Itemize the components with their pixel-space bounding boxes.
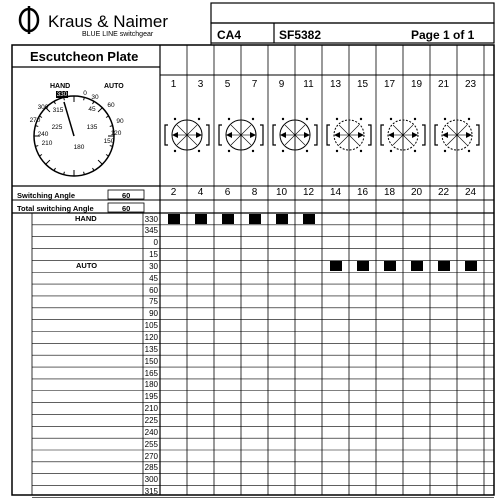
cam-segment-line — [187, 135, 197, 145]
dial-number: 30 — [91, 94, 99, 101]
terminal-dot — [468, 150, 470, 152]
terminal-dot — [174, 150, 176, 152]
terminal-dot — [444, 150, 446, 152]
cam-segment-line — [231, 125, 241, 135]
terminal-bracket-icon — [165, 125, 168, 145]
brand-name: Kraus & Naimer — [48, 12, 168, 31]
contact-closed-mark — [168, 214, 180, 224]
terminal-bracket-icon — [206, 125, 209, 145]
dial-tick — [93, 101, 95, 104]
terminal-dot — [468, 118, 470, 120]
cam-segment-line — [403, 125, 413, 135]
dial-number: 90 — [116, 118, 124, 125]
dial-number: 0 — [83, 90, 87, 97]
cam-segment-line — [241, 125, 251, 135]
position-angle: 15 — [149, 250, 158, 260]
dial-number: 240 — [37, 131, 49, 138]
position-angle: 285 — [144, 463, 158, 473]
terminal-dot — [282, 118, 284, 120]
contact-number: 2 — [170, 187, 177, 198]
terminal-dot — [444, 118, 446, 120]
dial-tick — [46, 160, 50, 164]
dial-number: 180 — [73, 144, 85, 151]
dial-number: 270 — [29, 117, 41, 124]
terminal-bracket-icon — [435, 125, 438, 145]
terminal-dot — [252, 118, 254, 120]
terminal-dot — [282, 150, 284, 152]
contact-number: 23 — [464, 79, 477, 90]
program-code: SF5382 — [279, 28, 322, 42]
escutcheon-title: Escutcheon Plate — [30, 49, 139, 64]
terminal-dot — [198, 150, 200, 152]
contact-number: 20 — [410, 187, 423, 198]
cam-segment-line — [393, 125, 403, 135]
position-label: HAND — [75, 214, 97, 223]
cam-segment-line — [187, 125, 197, 135]
total-switching-angle-label: Total switching Angle — [17, 204, 94, 213]
terminal-dot — [228, 118, 230, 120]
position-angle: 195 — [144, 392, 158, 402]
contact-number: 15 — [356, 79, 369, 90]
contact-number: 19 — [410, 79, 423, 90]
terminal-dot — [414, 118, 416, 120]
cam-segment-line — [349, 125, 359, 135]
page-indicator: Page 1 of 1 — [411, 28, 475, 42]
contact-closed-mark — [438, 261, 450, 271]
position-angle: 135 — [144, 344, 158, 354]
contact-number: 3 — [197, 79, 204, 90]
cam-segment-line — [339, 135, 349, 145]
terminal-bracket-icon — [422, 125, 425, 145]
dial-tick — [54, 168, 56, 171]
contact-number: 18 — [383, 187, 396, 198]
dial-number: 150 — [103, 138, 115, 145]
cam-segment-line — [285, 135, 295, 145]
terminal-dot — [306, 150, 308, 152]
position-label: AUTO — [76, 261, 98, 271]
cam-segment-line — [447, 125, 457, 135]
position-angle: 300 — [144, 475, 158, 485]
dial-hand-label: HAND — [50, 83, 71, 90]
contact-number: 4 — [197, 187, 204, 198]
switching-angle-label: Switching Angle — [17, 191, 76, 200]
terminal-dot — [228, 150, 230, 152]
terminal-bracket-icon — [260, 125, 263, 145]
contact-number: 16 — [356, 187, 369, 198]
dial-number: 225 — [51, 124, 63, 131]
terminal-dot — [360, 118, 362, 120]
dial-number: 300 — [37, 104, 49, 111]
position-angle: 330 — [144, 214, 158, 224]
cam-segment-line — [393, 135, 403, 145]
contact-number: 9 — [278, 79, 285, 90]
contact-closed-mark — [195, 214, 207, 224]
contact-number: 21 — [437, 79, 450, 90]
terminal-bracket-icon — [314, 125, 317, 145]
position-angle: 150 — [144, 356, 158, 366]
terminal-bracket-icon — [368, 125, 371, 145]
contact-number: 14 — [329, 187, 342, 198]
contact-closed-mark — [276, 214, 288, 224]
position-angle: 180 — [144, 380, 158, 390]
dial-number: 120 — [110, 130, 122, 137]
contact-number: 5 — [224, 79, 231, 90]
terminal-bracket-icon — [327, 125, 330, 145]
cam-segment-line — [285, 125, 295, 135]
model-code: CA4 — [217, 28, 242, 42]
position-angle: 90 — [149, 309, 158, 319]
contact-number: 8 — [251, 187, 258, 198]
cam-segment-line — [457, 135, 467, 145]
contact-number: 13 — [329, 79, 342, 90]
position-angle: 0 — [153, 238, 158, 248]
contact-number: 17 — [383, 79, 396, 90]
terminal-dot — [252, 150, 254, 152]
dial-tick — [106, 116, 109, 118]
contact-diagrams — [160, 95, 495, 185]
cam-segment-line — [177, 125, 187, 135]
terminal-bracket-icon — [273, 125, 276, 145]
cam-segment-line — [457, 125, 467, 135]
dial-tick — [39, 155, 42, 157]
position-angle: 240 — [144, 427, 158, 437]
dial-number: 135 — [86, 124, 98, 131]
contact-number: 6 — [224, 187, 231, 198]
brand-tagline: BLUE LINE switchgear — [82, 31, 154, 38]
position-angle: 75 — [149, 297, 158, 307]
dial-tick — [106, 155, 109, 157]
position-angle: 105 — [144, 321, 158, 331]
position-angle: 210 — [144, 404, 158, 414]
dial-tick — [98, 160, 102, 164]
contact-closed-mark — [249, 214, 261, 224]
contact-closed-mark — [222, 214, 234, 224]
cam-segment-line — [295, 125, 305, 135]
terminal-dot — [336, 150, 338, 152]
dial-tick — [54, 101, 56, 104]
terminal-dot — [306, 118, 308, 120]
position-angle: 120 — [144, 333, 158, 342]
contact-number: 1 — [170, 79, 177, 90]
dial-tick — [93, 168, 95, 171]
terminal-dot — [414, 150, 416, 152]
contact-number: 12 — [302, 187, 315, 198]
position-angle: 270 — [144, 451, 158, 461]
contact-closed-mark — [357, 261, 369, 271]
switching-angle-value: 60 — [122, 191, 131, 200]
cam-segment-line — [339, 125, 349, 135]
position-angle: 345 — [144, 226, 158, 236]
position-angle: 45 — [149, 273, 158, 283]
dial-number: 330 — [56, 91, 68, 98]
position-angle: 255 — [144, 439, 158, 449]
terminal-dot — [336, 118, 338, 120]
total-switching-angle-value: 60 — [122, 204, 131, 213]
terminal-bracket-icon — [476, 125, 479, 145]
cam-segment-line — [295, 135, 305, 145]
cam-segment-line — [231, 135, 241, 145]
dial-number: 210 — [41, 140, 53, 147]
terminal-dot — [390, 118, 392, 120]
dial-auto-label: AUTO — [104, 83, 124, 90]
contact-number: 10 — [275, 187, 288, 198]
position-angle: 60 — [149, 285, 158, 295]
contact-number: 22 — [437, 187, 450, 198]
terminal-bracket-icon — [219, 125, 222, 145]
contact-closed-mark — [465, 261, 477, 271]
position-angle: 30 — [149, 261, 158, 271]
dial-number: 315 — [52, 107, 64, 114]
terminal-dot — [390, 150, 392, 152]
terminal-dot — [174, 118, 176, 120]
terminal-dot — [198, 118, 200, 120]
cam-segment-line — [349, 135, 359, 145]
dial-number: 60 — [107, 102, 115, 109]
contact-number: 7 — [251, 79, 258, 90]
contact-closed-mark — [384, 261, 396, 271]
position-angle: 225 — [144, 415, 158, 425]
contact-closed-mark — [303, 214, 315, 224]
terminal-dot — [360, 150, 362, 152]
position-angle: 165 — [144, 368, 158, 378]
header-top-box — [211, 3, 494, 23]
dial-number: 45 — [88, 106, 96, 113]
contact-number: 24 — [464, 187, 477, 198]
cam-segment-line — [447, 135, 457, 145]
contact-closed-mark — [330, 261, 342, 271]
cam-segment-line — [177, 135, 187, 145]
cam-segment-line — [241, 135, 251, 145]
contact-number: 11 — [303, 79, 314, 90]
terminal-bracket-icon — [381, 125, 384, 145]
position-angle: 315 — [144, 487, 158, 497]
cam-segment-line — [403, 135, 413, 145]
contact-closed-mark — [411, 261, 423, 271]
